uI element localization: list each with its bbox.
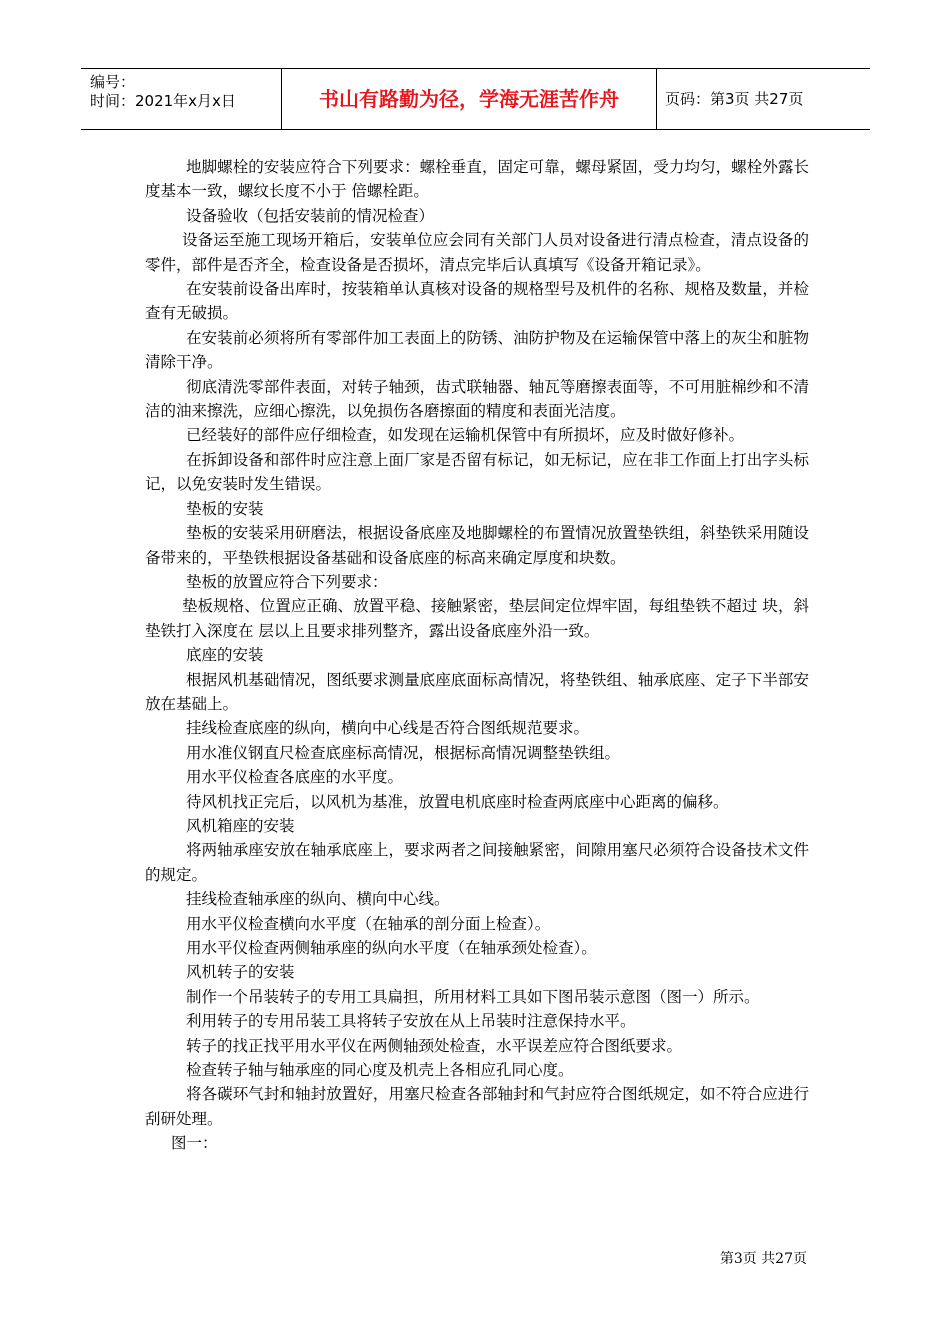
doc-number-label: 编号： [90,73,136,91]
paragraph: 设备运至施工现场开箱后，安装单位应会同有关部门人员对设备进行清点检查，清点设备的零件，部件是否齐全，检查设备是否损坏，清点完毕后认真填写《设备开箱记录》。 [145,231,809,274]
paragraph: 将两轴承座安放在轴承底座上，要求两者之间接触紧密，间隙用塞尺必须符合设备技术文件的规定。 [145,841,809,884]
figure-label: 图一： [171,1134,218,1153]
paragraph: 待风机找正完后，以风机为基准，放置电机底座时检查两底座中心距离的偏移。 [186,792,729,811]
paragraph: 挂线检查底座的纵向，横向中心线是否符合图纸规范要求。 [186,719,590,738]
section-heading: 垫板的安装 [186,499,264,518]
paragraph: 利用转子的专用吊装工具将转子安放在从上吊装时注意保持水平。 [186,1012,636,1031]
paragraph: 垫板的放置应符合下列要求： [186,572,388,591]
paragraph: 挂线检查轴承座的纵向、横向中心线。 [186,890,450,909]
paragraph: 在安装前设备出库时，按装箱单认真核对设备的规格型号及机件的名称、规格及数量，并检查有无破损。 [145,280,809,323]
page-header [81,68,870,130]
paragraph: 在拆卸设备和部件时应注意上面厂家是否留有标记，如无标记，应在非工作面上打出字头标记，以免安装时发生错误。 [145,450,809,494]
paragraph: 在安装前必须将所有零部件加工表面上的防锈、油防护物及在运输保管中落上的灰尘和脏物清除干净。 [145,328,809,372]
section-heading: 风机转子的安装 [186,963,295,982]
page-footer: 第3页 共27页 [719,1251,807,1267]
header-page-label: 页码：第3页 共27页 [665,90,804,108]
section-heading: 风机箱座的安装 [186,816,295,835]
paragraph: 将各碳环气封和轴封放置好，用塞尺检查各部轴封和气封应符合图纸规定，如不符合应进行刮研处理。 [145,1085,809,1128]
paragraph: 用水平仪检查横向水平度（在轴承的剖分面上检查）。 [186,914,551,933]
paragraph: 用水准仪钢直尺检查底座标高情况，根据标高情况调整垫铁组。 [186,743,621,762]
paragraph: 垫板的安装采用研磨法，根据设备底座及地脚螺栓的布置情况放置垫铁组，斜垫铁采用随设备带来的，平垫铁根据设备基础和设备底座的标高来确定厚度和块数。 [145,524,809,567]
paragraph: 地脚螺栓的安装应符合下列要求：螺栓垂直，固定可靠，螺母紧固，受力均匀，螺栓外露长度基本一致，螺纹长度不小于 倍螺栓距。 [145,158,809,201]
document-body [145,155,809,1156]
doc-date-label: 时间：2021年x月x日 [90,92,236,110]
paragraph: 用水平仪检查两侧轴承座的纵向水平度（在轴承颈处检查）。 [186,939,597,957]
header-motto: 书山有路勤为径，学海无涯苦作舟 [281,69,657,129]
section-heading: 底座的安装 [186,646,264,665]
paragraph: 已经装好的部件应仔细检查，如发现在运输机保管中有所损坏，应及时做好修补。 [186,426,745,445]
paragraph: 垫板规格、位置应正确、放置平稳、接触紧密，垫层间定位焊牢固，每组垫铁不超过 块，斜垫铁打入深度在 层以上且要求排列整齐，露出设备底座外沿一致。 [145,597,809,640]
header-meta [81,69,281,129]
paragraph: 根据风机基础情况，图纸要求测量底座底面标高情况，将垫铁组、轴承底座、定子下半部安放在基础上。 [145,670,809,713]
paragraph: 检查转子轴与轴承座的同心度及机壳上各相应孔同心度。 [186,1061,574,1080]
paragraph: 制作一个吊装转子的专用工具扁担，所用材料工具如下图吊装示意图（图一）所示。 [186,987,760,1006]
paragraph: 用水平仪检查各底座的水平度。 [186,768,404,787]
paragraph: 转子的找正找平用水平仪在两侧轴颈处检查，水平误差应符合图纸要求。 [186,1036,683,1055]
section-heading: 设备验收（包括安装前的情况检查） [186,206,435,225]
paragraph: 彻底清洗零部件表面，对转子轴颈，齿式联轴器、轴瓦等磨擦表面等，不可用脏棉纱和不清洁的油来擦洗，应细心擦洗，以免损伤各磨擦面的精度和表面光洁度。 [145,377,809,421]
